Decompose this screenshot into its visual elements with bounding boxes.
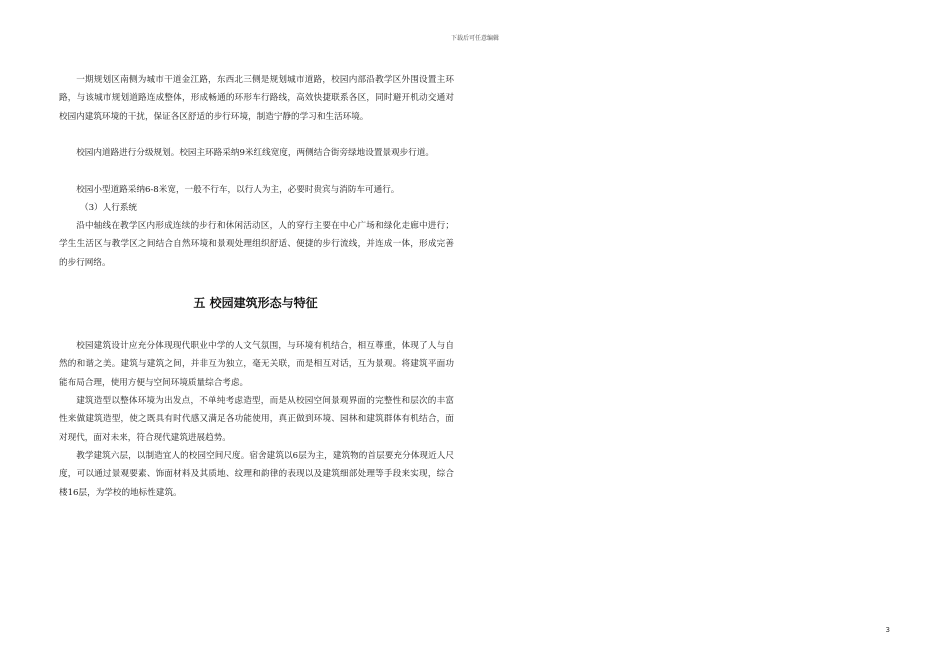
paragraph-road-hierarchy: 校园内道路进行分级规划。校园主环路采纳9米红线宽度，两侧结合街旁绿地设置景观步行道。 xyxy=(76,148,435,158)
paragraph-architecture-form: 建筑造型以整体环境为出发点，不单纯考虑造型，而是从校园空间景观界面的完整性和层次的丰富性来做建筑造型，使之既具有时代感又满足各功能使用，真正做到环境、园林和建筑群体有机结合，面对现代，面对未来，符合现代建筑进展趋势。 xyxy=(59,396,454,443)
section-heading: 五 校园建筑形态与特征 xyxy=(193,296,318,310)
paragraph-building-heights: 教学建筑六层，以制造宜人的校园空间尺度。宿舍建筑以6层为主，建筑物的首层要充分体现近人尺度，可以通过景观要素、饰面材料及其质地、纹理和韵律的表现以及建筑细部处理等手段来实现，综合楼16层，为学校的地标性建筑。 xyxy=(59,451,454,498)
paragraph-road-system: 一期规划区南侧为城市干道金江路，东西北三侧是规划城市道路，校园内部沿教学区外围设置主环路，与该城市规划道路连成整体，形成畅通的环形车行路线，高效快捷联系各区，同时避开机动交通对校园内建筑环境的干扰，保证各区舒适的步行环境，制造宁静的学习和生活环境。 xyxy=(59,75,454,122)
subheading-pedestrian-system: （3）人行系统 xyxy=(80,203,138,213)
paragraph-architecture-design: 校园建筑设计应充分体现现代职业中学的人文气氛围，与环境有机结合，相互尊重，体现了人与自然的和谐之美。建筑与建筑之间，并非互为独立，毫无关联，而是相互对话，互为景观。将建筑平面功能布局合理，使用方便与空间环境质量综合考虑。 xyxy=(59,341,454,388)
paragraph-pedestrian: 沿中轴线在教学区内形成连续的步行和休闲活动区，人的穿行主要在中心广场和绿化走廊中进行；学生生活区与教学区之间结合自然环境和景观处理组织舒适、便捷的步行流线，并连成一体，形成完善的步行网络。 xyxy=(59,221,454,268)
header-note: 下载后可任意编辑 xyxy=(450,35,499,42)
page-number: 3 xyxy=(885,626,890,634)
paragraph-minor-roads: 校园小型道路采纳6-8米宽，一般不行车，以行人为主，必要时贵宾与消防车可通行。 xyxy=(76,185,400,195)
